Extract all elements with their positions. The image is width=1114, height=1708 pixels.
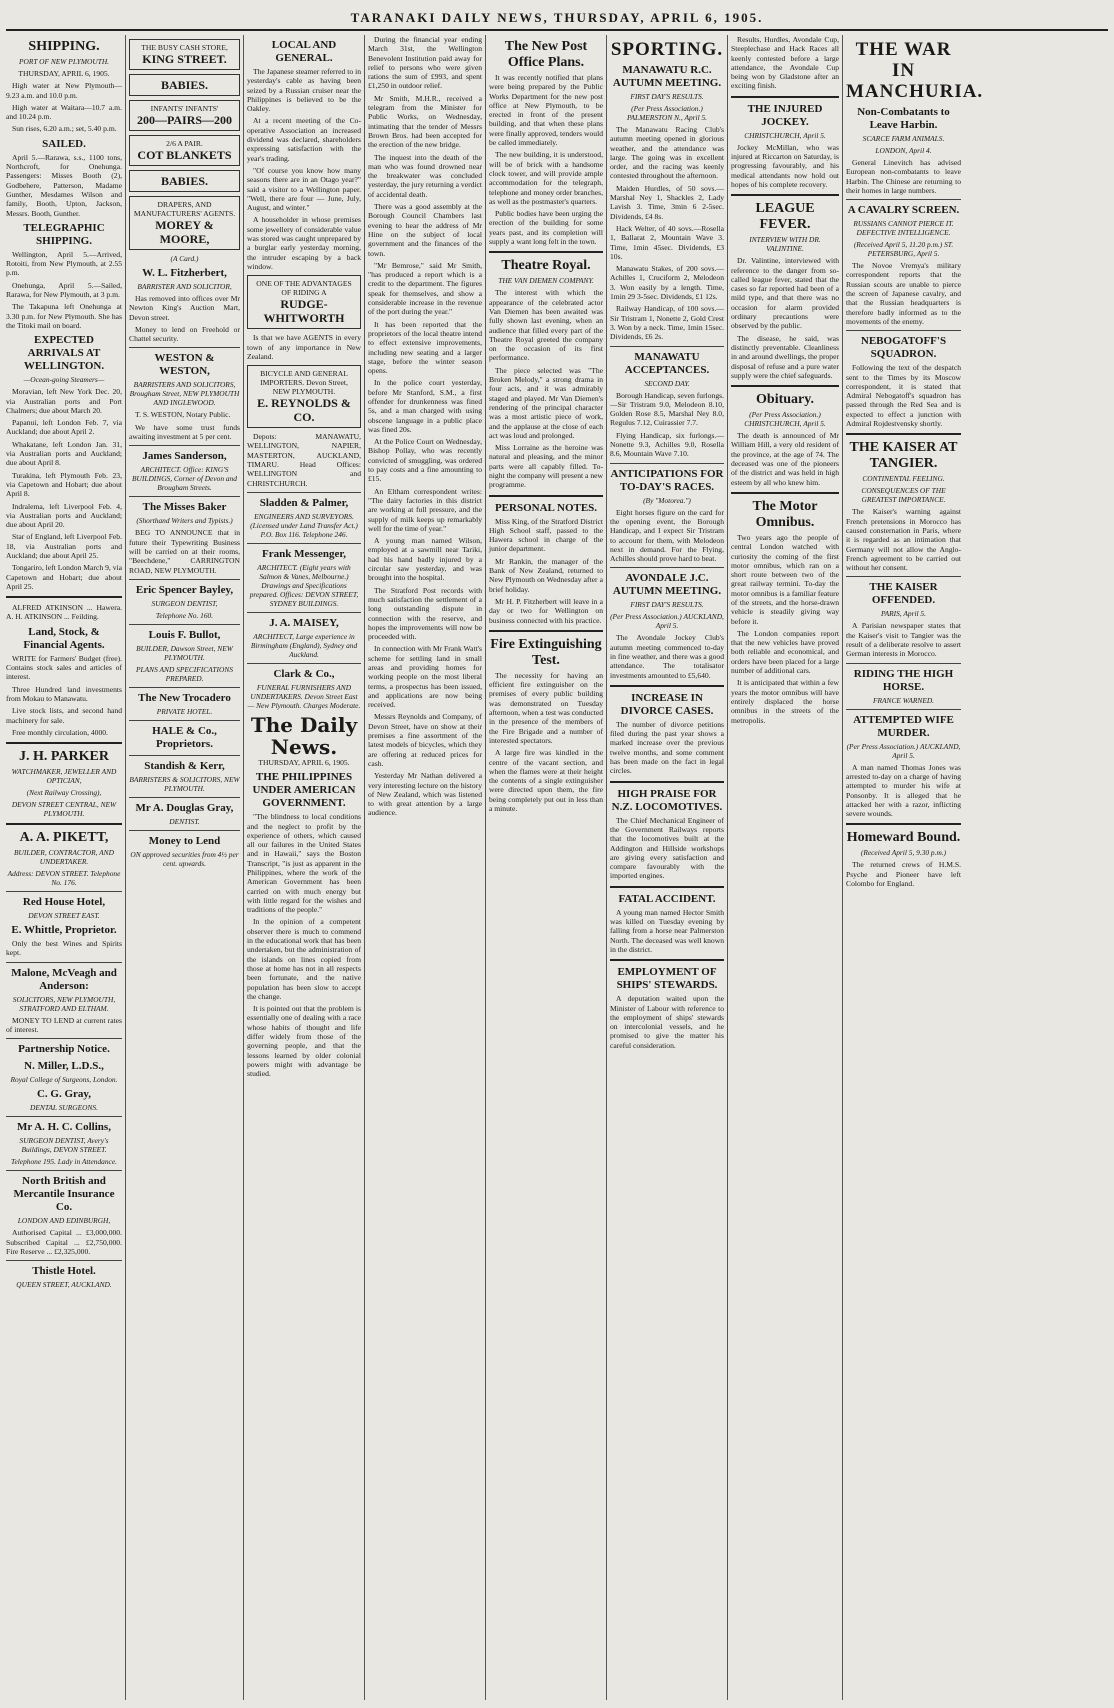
subheading: Royal College of Surgeons, London. xyxy=(10,1075,118,1085)
paper-title: The Daily News. xyxy=(250,712,358,759)
article-paragraph: Mr H. P. Fitzherbert will leave in a day or two for Wellington on business connected with his practice. xyxy=(489,596,603,625)
article-paragraph: In connection with Mr Frank Watt's scheme for settling land in small areas and providing homes for working people on the most liberal terms, a prospectus has been issued, and applications are now being received. xyxy=(368,644,482,710)
article-paragraph: ALFRED ATKINSON ... Hawera. A. H. ATKINSON ... Feilding. xyxy=(6,603,122,622)
article-paragraph: The returned crews of H.M.S. Psyche and Pioneer have left Colombo for England. xyxy=(846,860,961,888)
headline: EXPECTED ARRIVALS AT WELLINGTON. xyxy=(23,334,105,373)
article-paragraph: A young man named Wilson, employed at a sawmill near Tariki, had his hand badly injured by a circular saw yesterday, and was brought into the hospital. xyxy=(368,536,482,583)
headline: Standish & Kerr, xyxy=(144,759,225,772)
headline: Partnership Notice. xyxy=(18,1043,110,1056)
article-paragraph: The inquest into the death of the man who was found drowned near the breakwater was concluded yesterday, the jury returning a verdict of accidental death. xyxy=(368,152,482,199)
advertisement xyxy=(129,196,240,250)
article-paragraph: A deputation waited upon the Minister of Labour with reference to the employment of ships' stewards on intercolonial vessels, and he promised to give the matter his careful consideration. xyxy=(610,994,724,1050)
divider xyxy=(247,612,361,613)
divider xyxy=(846,199,961,200)
article-paragraph: It is anticipated that within a few years the motor omnibus will have entirely displaced the horse omnibus in the streets of the metropolis. xyxy=(731,678,839,725)
divider xyxy=(846,663,961,664)
headline: FATAL ACCIDENT. xyxy=(618,892,716,905)
article-paragraph: Sun rises, 6.20 a.m.; set, 5.40 p.m. xyxy=(12,124,117,134)
article-paragraph: Yesterday Mr Nathan delivered a very interesting lecture on the history of New Zealand, which was listened to with great attention by a large audience. xyxy=(368,771,482,818)
article-paragraph: It has been reported that the proprietors of the local theatre intend to effect extensive improvements, including new seating and a larger stage, before the winter season opens. xyxy=(368,319,482,376)
headline: Land, Stock, & Financial Agents. xyxy=(23,625,105,651)
article-paragraph: Railway Handicap, of 100 sovs.—Sir Tristram 1, Nonette 2, Gold Crest 3. Won by a neck. Time, 1min 15sec. Dividends, £6 2s. xyxy=(610,304,724,342)
subheading: RUSSIANS CANNOT PIERCE IT. DEFECTIVE INTELLIGENCE. xyxy=(853,219,954,238)
headline: ANTICIPATIONS FOR TO-DAY'S RACES. xyxy=(610,467,724,493)
headline: The New Trocadero xyxy=(138,691,231,704)
article-paragraph: In the police court yesterday, before Mr Stanford, S.M., a first offender for drunkenness was fined 5s, and a man charged with using obscene language in a public place was fined 20s. xyxy=(368,378,482,434)
article-paragraph: Tongariro, left London March 9, via Capetown and Hobart; due about April 25. xyxy=(6,563,122,591)
subheading: (A Card.) xyxy=(170,254,199,263)
headline: AVONDALE J.C. AUTUMN MEETING. xyxy=(612,572,722,598)
headline: North British and Mercantile Insurance Co. xyxy=(13,1175,115,1214)
subheading: (Per Press Association.) CHRISTCHURCH, April 5. xyxy=(744,410,826,429)
headline: Red House Hotel, xyxy=(22,896,106,909)
divider xyxy=(610,346,724,347)
headline: Theatre Royal. xyxy=(501,258,591,274)
headline: Money to Lend xyxy=(148,834,221,847)
article-paragraph: A man named Thomas Jones was arrested to-day on a charge of having attempted to murder his wife at Ponsonby. It is alleged that he attacked her with a razor, inflicting severe wounds. xyxy=(846,762,961,819)
subheading: DENTAL SURGEONS. xyxy=(30,1103,98,1113)
headline: A CAVALRY SCREEN. xyxy=(847,204,960,217)
headline: INCREASE IN DIVORCE CASES. xyxy=(620,691,714,717)
article-paragraph: Free monthly circulation, 4000. xyxy=(12,727,108,737)
advertisement xyxy=(247,365,361,428)
article-paragraph: A householder in whose premises some jewellery of considerable value was stored was caught unprepared by a burglar early yesterday morning, the intruder escaping by a back window. xyxy=(247,215,361,271)
subheading: FUNERAL FURNISHERS AND UNDERTAKERS. Devon Street East — New Plymouth. Charges Moderate. xyxy=(247,682,361,710)
subheading: INTERVIEW WITH DR. VALINTINE. xyxy=(749,235,821,254)
article-paragraph: Miss King, of the Stratford District High School staff, passed to the Hawera school in charge of the junior department. xyxy=(489,516,603,554)
ad-title: BABIES. xyxy=(160,174,209,188)
article-paragraph: Indralema, left Liverpool Feb. 4, via Australian ports and Auckland; due about April 20. xyxy=(6,501,122,530)
article-paragraph: The Stratford Post records with much satisfaction the settlement of a long outstanding dispute in connection with the reserve, and hopes the improvements will now be proceeded with. xyxy=(368,585,482,642)
headline: Frank Messenger, xyxy=(262,547,346,560)
article-paragraph: The disease, he said, was distinctly preventable. Cleanliness in and around dwellings, the proper disposal of refuse and a pure water supply were the chief safeguards. xyxy=(731,333,839,380)
article-paragraph: Wellington, April 5.—Arrived, Rotoiti, from New Plymouth, at 2.55 p.m. xyxy=(6,249,122,278)
divider xyxy=(6,962,122,963)
article-paragraph: Mr Rankin, the manager of the Bank of New Zealand, returned to New Plymouth on Wednesday after a brief holiday. xyxy=(489,556,603,594)
divider xyxy=(247,543,361,544)
ad-subtext: BICYCLE AND GENERAL IMPORTERS. Devon Street, NEW PLYMOUTH. xyxy=(260,369,348,397)
article-paragraph: The Takapuna left Onehunga at 3.30 p.m. for New Plymouth. She has the Titoki mail on board. xyxy=(6,302,122,330)
headline: THE INJURED JOCKEY. xyxy=(747,102,823,128)
dateline: THURSDAY, APRIL 6, 1905. xyxy=(18,69,110,78)
subheading: DENTIST. xyxy=(169,816,200,826)
headline: J. H. PARKER xyxy=(19,749,109,765)
article-paragraph: The Japanese steamer referred to in yesterday's cable as having been seized by a Russian cruiser near the Philippines is believed to be the Oakley. xyxy=(247,67,361,114)
subheading: SURGEON DENTIST, xyxy=(151,598,218,608)
subheading: ARCHITECT, Large experience in Birmingham (England), Sydney and Auckland. xyxy=(250,631,358,659)
advertisement xyxy=(129,39,240,70)
divider xyxy=(731,194,839,196)
divider xyxy=(610,567,724,568)
column-8 xyxy=(846,35,984,1700)
headline: RIDING THE HIGH HORSE. xyxy=(853,667,954,693)
column-6 xyxy=(610,35,728,1700)
article-paragraph: "Mr Bemrose," said Mr Smith, "has produced a report which is a credit to the department. The figures speak for themselves, and show a considerable increase in the revenue of the port during the year." xyxy=(368,260,482,317)
divider xyxy=(846,576,961,577)
article-paragraph: The death is announced of Mr William Hill, a very old resident of the province, at the age of 74. The deceased was one of the pioneers of the district and was held in high esteem by all who knew him. xyxy=(731,431,839,487)
headline: W. L. Fitzherbert, xyxy=(142,267,227,279)
article-paragraph: Three Hundred land investments from Mokau to Manawatu. xyxy=(6,684,122,703)
advertisement xyxy=(247,275,361,329)
divider xyxy=(6,1116,122,1117)
article-paragraph: In the opinion of a competent observer there is much to commend in the educational work that has been undertaken, but the administration of the islands on lines copied from those at home has not in all respects been fortunate, and the native population has been slow to accept the change. xyxy=(247,917,361,1001)
headline: THE KAISER OFFENDED. xyxy=(869,581,938,607)
divider xyxy=(247,663,361,664)
headline: MANAWATU R.C. AUTUMN MEETING. xyxy=(612,64,722,89)
headline: TELEGRAPHIC SHIPPING. xyxy=(23,221,105,247)
article-paragraph: General Linevitch has advised European non-combatants to leave Harbin. The Chinese are returning to their homes in large numbers. xyxy=(846,158,961,195)
subheading: SECOND DAY. xyxy=(644,378,690,388)
subheading: LONDON AND EDINBURGH, xyxy=(17,1216,111,1226)
subheading: CHRISTCHURCH, April 5. xyxy=(744,130,826,140)
article-paragraph: It was recently notified that plans were being prepared by the Public Works Department for the new post office at New Plymouth, to be erected in front of the present building, and that when these plans were finally approved, tenders would be called immediately. xyxy=(489,73,603,148)
headline: Non-Combatants to Leave Harbin. xyxy=(857,106,950,131)
advertisement xyxy=(129,100,240,131)
subheading: PRIVATE HOTEL. xyxy=(156,706,213,716)
article-paragraph: Onehunga, April 5.—Sailed, Rarawa, for New Plymouth, at 3 p.m. xyxy=(6,280,122,300)
headline: SPORTING. xyxy=(610,39,724,60)
subheading: SURGEON DENTIST, Avery's Buildings, DEVON STREET. xyxy=(19,1136,109,1155)
divider xyxy=(129,347,240,348)
ad-subtext: 2/6 A PAIR. xyxy=(166,139,203,148)
subheading: FIRST DAY'S RESULTS. xyxy=(630,92,704,101)
column-4 xyxy=(368,35,486,1700)
headline: HIGH PRAISE FOR N.Z. LOCOMOTIVES. xyxy=(611,787,723,813)
article-paragraph: "Of course you know how many seasons there are in an Otago year?" said a visitor to a Wellington paper. "Well, there are four — June, July, August, and winter." xyxy=(247,165,361,213)
article-paragraph: "The blindness to local conditions and the neglect to profit by the experience of others, which caused all our failures in the United States and in Hawaii," says the Boston Transcript, "is just as apparent in the Philippines, where the work of the American Government has been carried on with much energy but with little regard for the wishes and traditions of the people." xyxy=(247,812,361,915)
headline: The Motor Omnibus. xyxy=(752,498,818,530)
article-paragraph: Hack Welter, of 40 sovs.—Rosella 1, Ballarat 2, Mountain Wave 3. Time, 1min 45sec. Dividends, £3 10s. xyxy=(610,223,724,261)
subheading: (Per Press Association.) AUCKLAND, April 5. xyxy=(846,741,961,760)
article-paragraph: Turakina, left Plymouth Feb. 23, via Capetown and Hobart; due about April 8. xyxy=(6,470,122,499)
column-1 xyxy=(6,35,126,1700)
article-paragraph: Authorised Capital ... £3,000,000. Subscribed Capital ... £2,750,000. Fire Reserve ... £2,325,000. xyxy=(6,1228,122,1256)
article-paragraph: Flying Handicap, six furlongs.—Nonette 9.3, Achilles 9.0, Rosella 8.6, Mountain Wave 7.10. xyxy=(610,430,724,459)
article-paragraph: Is that we have AGENTS in every town of any importance in New Zealand. xyxy=(247,333,361,361)
divider xyxy=(489,251,603,253)
subheading: Address: DEVON STREET. Telephone No. 176. xyxy=(7,869,121,888)
headline: Mr A. H. C. Collins, xyxy=(17,1121,111,1134)
divider xyxy=(129,830,240,831)
divider xyxy=(129,797,240,798)
headline: HALE & Co., Proprietors. xyxy=(152,724,217,750)
divider xyxy=(846,433,961,435)
ad-title: RUDGE-WHITWORTH xyxy=(263,297,345,326)
subheading: LONDON, April 4. xyxy=(875,146,932,155)
article-paragraph: The necessity for having an efficient fire extinguisher on the premises of every public building was demonstrated on Tuesday afternoon, when a test was conducted in the presence of the members of the Fire Brigade and a number of interested spectators. xyxy=(489,670,603,745)
headline: Malone, McVeagh and Anderson: xyxy=(11,966,117,992)
subheading: DEVON STREET EAST. xyxy=(28,911,100,921)
divider xyxy=(610,886,724,888)
subheading: BARRISTERS & SOLICITORS, NEW PLYMOUTH. xyxy=(129,774,240,793)
headline: EMPLOYMENT OF SHIPS' STEWARDS. xyxy=(616,966,718,992)
ad-title: MOREY & MOORE, xyxy=(155,218,214,246)
article-paragraph: Public bodies have been urging the erection of the building for some years past, and its completion will supply a want long felt in the town. xyxy=(489,209,603,247)
subheading: ENGINEERS AND SURVEYORS. (Licensed under Land Transfer Act.) P.O. Box 116. Telephone 246. xyxy=(250,511,358,539)
article-paragraph: Star of England, left Liverpool Feb. 18, via Australian ports and Auckland; due about April 25. xyxy=(6,532,122,560)
headline: James Sanderson, xyxy=(142,450,227,463)
subheading: (By "Motorea.") xyxy=(643,495,691,505)
divider xyxy=(731,96,839,98)
divider xyxy=(610,685,724,687)
subheading: Telephone 195. Lady in Attendance. xyxy=(11,1157,117,1167)
ad-title: BABIES. xyxy=(160,78,209,92)
article-paragraph: WRITE for Farmers' Budget (free). Contains stock sales and articles of interest. xyxy=(6,653,122,682)
advertisement xyxy=(129,74,240,96)
headline: WESTON & WESTON, xyxy=(154,352,215,378)
divider xyxy=(846,709,961,710)
article-paragraph: At a recent meeting of the Co-operative Association an increased dividend was declared, shareholders expressing satisfaction with the year's trading. xyxy=(247,116,361,163)
divider xyxy=(489,495,603,497)
subheading: BARRISTER AND SOLICITOR, xyxy=(137,282,232,291)
headline: Fire Extinguishing Test. xyxy=(490,636,602,668)
headline: THE KAISER AT TANGIER. xyxy=(849,440,958,472)
headline: ATTEMPTED WIFE MURDER. xyxy=(853,713,954,739)
divider xyxy=(129,496,240,497)
headline: J. A. MAISEY, xyxy=(269,616,339,629)
article-paragraph: The number of divorce petitions filed during the past year shows a marked increase over the previous twelve months, and some comment has been made on the fact in legal circles. xyxy=(610,719,724,776)
article-paragraph: At the Police Court on Wednesday, Bishop Pollay, who was recently convicted of smuggling, was ordered to pay costs and a fine amounting to £15. xyxy=(368,437,482,484)
divider xyxy=(129,579,240,580)
article-paragraph: A Parisian newspaper states that the Kaiser's visit to Tangier was the result of a deliberate resolve to assert German interests in Morocco. xyxy=(846,621,961,659)
divider xyxy=(6,1170,122,1171)
subheading: SCARCE FARM ANIMALS. xyxy=(862,134,945,143)
article-paragraph: Dr. Valintine, interviewed with reference to the danger from so-called league fever, stated that the cases so far reported had been of a mild type, and that there was no occasion for alarm provided ordinary precautions were observed by the public. xyxy=(731,256,839,331)
divider xyxy=(129,755,240,756)
column-7 xyxy=(731,35,843,1700)
subheading: DEVON STREET CENTRAL, NEW PLYMOUTH. xyxy=(11,800,117,819)
subheading: WATCHMAKER, JEWELLER AND OPTICIAN, xyxy=(11,767,117,786)
divider xyxy=(610,463,724,464)
article-paragraph: Mr Smith, M.H.R., received a telegram from the Minister for Public Works, on Wednesday, intimating that the tender of Messrs Brown Bros. had been accepted for the erection of the new bridge. xyxy=(368,93,482,150)
subheading: CONTINENTAL FEELING. xyxy=(862,474,945,484)
article-paragraph: T. S. WESTON, Notary Public. xyxy=(135,410,231,420)
divider xyxy=(6,742,122,744)
headline: SHIPPING. xyxy=(28,39,100,54)
article-paragraph: Has removed into offices over Mr Newton King's Auction Mart, Devon street. xyxy=(129,294,240,322)
subheading: —Ocean-going Steamers— xyxy=(23,375,105,385)
article-paragraph: We have some trust funds awaiting investment at 5 per cent. xyxy=(129,422,240,442)
headline: E. Whittle, Proprietor. xyxy=(11,924,117,937)
divider xyxy=(129,687,240,688)
article-paragraph: A young man named Hector Smith was killed on Tuesday evening by falling from a horse near Palmerston North. The deceased was well known in the district. xyxy=(610,907,724,954)
divider xyxy=(610,781,724,783)
subheading: (Received April 5, 9.30 p.m.) xyxy=(860,848,947,858)
article-paragraph: MONEY TO LEND at current rates of interest. xyxy=(6,1015,122,1035)
article-paragraph: High water at Waitara—10.7 a.m. and 10.24 p.m. xyxy=(6,102,122,122)
headline: THE WAR IN MANCHURIA. xyxy=(846,39,984,102)
article-paragraph: Following the text of the despatch sent to the Times by its Moscow correspondent, it is stated that Admiral Nebogatoff's squadron has passed through the Red Sea and is expected to effect a junction with Admiral Rojdestvensky shortly. xyxy=(846,363,961,429)
divider xyxy=(129,720,240,721)
divider xyxy=(846,823,961,825)
ad-subtext: INFANTS' INFANTS' xyxy=(150,104,219,113)
subheading: PORT OF NEW PLYMOUTH. xyxy=(18,57,110,66)
article-paragraph: The Avondale Jockey Club's autumn meeting commenced to-day in fine weather, and there was a good attendance. The totalisator investments amounted to £5,640. xyxy=(610,633,724,680)
subheading: (Per Press Association.) AUCKLAND, April 5. xyxy=(610,612,724,631)
ad-subtext: THE BUSY CASH STORE, xyxy=(141,43,228,52)
subheading: Telephone No. 160. xyxy=(155,610,214,620)
subheading: (Per Press Association.) PALMERSTON N., April 5. xyxy=(626,104,708,122)
divider xyxy=(6,596,122,598)
ad-subtext: DRAPERS, AND MANUFACTURERS' AGENTS. xyxy=(133,200,236,218)
article-paragraph: Maiden Hurdles, of 50 sovs.—Marshal Ney 1, Shackles 2, Lady Lavish 3. Time, 3min 6 2-5sec. Dividends, £4 8s. xyxy=(610,183,724,221)
headline: Homeward Bound. xyxy=(846,830,961,846)
article-paragraph: Miss Lorraine as the heroine was natural and pleasing, and the minor parts were all capably filled. To-night the company will present a new programme. xyxy=(489,443,603,490)
article-paragraph: Manawatu Stakes, of 200 sovs.—Achilles 1, Cruciform 2, Melodeon 3. Won easily by a length. Time, 1min 29 3-5sec. Dividends, £1 12s. xyxy=(610,264,724,302)
article-paragraph: Whakatane, left London Jan. 31, via Australian ports and Auckland; due about April 8. xyxy=(6,439,122,468)
article-paragraph: The Novoe Vremya's military correspondent reports that the Russian scouts are unable to pierce the screen of Japanese cavalry, and that the Russian headquarters is therefore badly informed as to the movements of the enemy. xyxy=(846,261,961,326)
headline: C. G. Gray, xyxy=(36,1088,92,1101)
headline: Mr A. Douglas Gray, xyxy=(135,801,234,814)
subheading: ARCHITECT. Office: KING'S BUILDINGS, Corner of Devon and Brougham Streets. xyxy=(132,465,237,493)
subheading: (Shorthand Writers and Typists.) xyxy=(136,516,233,526)
ad-title: KING STREET. xyxy=(142,52,227,66)
divider xyxy=(6,1038,122,1039)
headline: The New Post Office Plans. xyxy=(504,39,588,70)
columns xyxy=(6,35,1108,1700)
dateline: THURSDAY, APRIL 6, 1905. xyxy=(258,757,350,767)
column-3 xyxy=(247,35,365,1700)
article-paragraph: The Chief Mechanical Engineer of the Government Railways reports that the locomotives built at the Addington and Hillside workshops are giving every satisfaction and compare favourably with the imported engines. xyxy=(610,815,724,881)
divider xyxy=(731,385,839,387)
subheading: QUEEN STREET, AUCKLAND. xyxy=(16,1280,112,1290)
divider xyxy=(6,1260,122,1261)
article-paragraph: Live stock lists, and second hand machinery for sale. xyxy=(6,706,122,725)
article-paragraph: During the financial year ending March 31st, the Wellington Benevolent Institution paid away for relief to persons who were given rations the sum of £993, and spent £1,250 in outdoor relief. xyxy=(368,35,482,91)
subheading: (Next Railway Crossing), xyxy=(26,788,102,798)
subheading: SOLICITORS, NEW PLYMOUTH, STRATFORD AND ELTHAM. xyxy=(12,994,116,1013)
divider xyxy=(610,959,724,961)
article-paragraph: Two years ago the people of central London watched with curiosity the coming of the first motor omnibus, which ran on a short route between two of the great railway termini. To-day the motor omnibus is a familiar feature of the streets, and the horse-drawn vehicle is steadily giving way before it. xyxy=(731,532,839,626)
headline: Clark & Co., xyxy=(273,667,335,680)
divider xyxy=(6,891,122,892)
advertisement xyxy=(129,170,240,192)
article-paragraph: Papanui, left London Feb. 7, via Auckland; due about April 2. xyxy=(6,418,122,437)
headline: SAILED. xyxy=(42,137,86,150)
article-paragraph: It is pointed out that the problem is essentially one of dealing with a race whose habits of thought and life differ widely from those of the governing people, and that the lessons learned by older colonial powers might with advantage be studied. xyxy=(247,1004,361,1079)
subheading: (Received April 5, 11.20 p.m.) ST. PETERSBURG, April 5. xyxy=(853,240,954,259)
article-paragraph: Results, Hurdles, Avondale Cup, Steeplechase and Hack Races all keenly contested before a large attendance, the Avondale Cup being won by Gladstone after an exciting finish. xyxy=(731,35,839,91)
article-paragraph: The interest with which the appearance of the celebrated actor Van Diemen has been awaited was fully shown last evening, when an audience that filled every part of the Theatre Royal greeted the company on the occasion of its first performance. xyxy=(489,288,603,363)
divider xyxy=(846,330,961,331)
column-2 xyxy=(129,35,244,1700)
article-paragraph: The piece selected was "The Broken Melody," a strong drama in four acts, and it was admirably staged and played. Mr Van Diemen's rendering of the principal character was a most artistic piece of work, and the applause at the close of each act was loud and prolonged. xyxy=(489,365,603,440)
article-paragraph: High water at New Plymouth— 9.23 a.m. and 10.0 p.m. xyxy=(6,81,122,100)
masthead: TARANAKI DAILY NEWS, THURSDAY, APRIL 6, 1905. xyxy=(6,10,1108,31)
headline: LOCAL AND GENERAL. xyxy=(271,39,337,64)
article-paragraph: An Eltham correspondent writes: "The dairy factories in this district are working at full pressure, and the supply of milk keeps up remarkably well for the time of year." xyxy=(368,486,482,533)
subheading: BUILDER, Dawson Street, NEW PLYMOUTH. xyxy=(136,643,233,662)
article-paragraph: The London companies report that the new vehicles have proved both reliable and economical, and orders have been placed for a large number of additional cars. xyxy=(731,628,839,676)
divider xyxy=(129,624,240,625)
divider xyxy=(731,492,839,494)
divider xyxy=(129,445,240,446)
subheading: ARCHITECT. (Eight years with Salmon & Vanes, Melbourne.) Drawings and Specifications prepared. Offices: DEVON STREET, SYDNEY BUILDINGS. xyxy=(249,562,359,608)
divider xyxy=(247,492,361,493)
headline: Louis F. Bullot, xyxy=(148,628,221,641)
subheading: CONSEQUENCES OF THE GREATEST IMPORTANCE. xyxy=(861,486,946,505)
subheading: PLANS AND SPECIFICATIONS PREPARED. xyxy=(136,664,233,683)
subheading: THE VAN DIEMEN COMPANY. xyxy=(498,276,594,286)
ad-subtext: ONE OF THE ADVANTAGES OF RIDING A xyxy=(256,279,352,298)
divider xyxy=(489,630,603,632)
article-paragraph: The Kaiser's warning against French pretensions in Morocco has caused consternation in Paris, where it is regarded as an intimation that Germany will not allow the Anglo-French agreement to be carried out without her consent. xyxy=(846,507,961,573)
headline: MANAWATU ACCEPTANCES. xyxy=(624,350,710,376)
column-5 xyxy=(489,35,607,1700)
headline: Obituary. xyxy=(756,392,814,408)
article-paragraph: The Manawatu Racing Club's autumn meeting opened in glorious weather, and the attendance was large. The going was in excellent order, and the racing was keenly contested throughout the afternoon. xyxy=(610,125,724,181)
headline: A. A. PIKETT, xyxy=(19,830,109,846)
article-paragraph: Only the best Wines and Spirits kept. xyxy=(6,939,122,958)
headline: Eric Spencer Bayley, xyxy=(135,583,234,596)
ad-title: COT BLANKETS xyxy=(137,148,232,162)
subheading: BARRISTERS AND SOLICITORS, Brougham Street, NEW PLYMOUTH AND INGLEWOOD. xyxy=(129,380,240,408)
subheading: BUILDER, CONTRACTOR, AND UNDERTAKER. xyxy=(14,848,114,867)
headline: THE PHILIPPINES UNDER AMERICAN GOVERNMENT. xyxy=(252,771,356,810)
article-paragraph: Messrs Reynolds and Company, of Devon Street, have on show at their premises a fine assortment of the latest models of bicycles, which they are offering at reduced prices for cash. xyxy=(368,712,482,768)
article-paragraph: A large fire was kindled in the centre of the vacant section, and when the flames were at their height the contents of a single extinguisher were directed upon them, the fire being completely put out in less than a minute. xyxy=(489,748,603,813)
subheading: FIRST DAY'S RESULTS. xyxy=(630,600,704,610)
article-paragraph: The new building, it is understood, will be of brick with a handsome clock tower, and will provide ample accommodation for the telegraph, telephone and money order branches, as well as the postmaster's quarters. xyxy=(489,150,603,206)
headline: The Misses Baker xyxy=(142,501,227,514)
headline: Sladden & Palmer, xyxy=(259,496,349,509)
ad-title: E. REYNOLDS & CO. xyxy=(257,396,351,425)
article-paragraph: There was a good assembly at the Borough Council Chambers last evening to hear the address of Mr Hine on the subject of local government and the finances of the town. xyxy=(368,202,482,258)
ad-title: 200—PAIRS—200 xyxy=(136,113,233,127)
article-paragraph: Moravian, left New York Dec. 20, via Australian ports and Port Chalmers; due about March 20. xyxy=(6,387,122,415)
article-paragraph: Jockey McMillan, who was injured at Riccarton on Saturday, is progressing favourably, and his medical attendants now hold out hopes of his complete recovery. xyxy=(731,142,839,189)
subheading: ON approved securities from 4½ per cent. upwards. xyxy=(130,849,239,868)
divider xyxy=(6,823,122,825)
headline: NEBOGATOFF'S SQUADRON. xyxy=(860,335,947,361)
headline: Thistle Hotel. xyxy=(32,1265,96,1278)
subheading: FRANCE WARNED. xyxy=(872,695,935,705)
headline: LEAGUE FEVER. xyxy=(755,201,815,233)
article-paragraph: Depots: MANAWATU, WELLINGTON, NAPIER, MASTERTON, AUCKLAND, TIMARU. Head Offices: WELLINGTON and CHRISTCHURCH. xyxy=(247,432,361,488)
advertisement xyxy=(129,135,240,166)
article-paragraph: April 5.—Rarawa, s.s., 1100 tons, Northcroft, for Onehunga. Passengers: Misses Booth (2), Godbehere, Patterson, Madame Gunther, Mesdames Wilson and family, Booth, Upton, Jackson, Messrs. Booth, Gunther. xyxy=(6,152,122,218)
article-paragraph: Money to lend on Freehold or Chattel security. xyxy=(129,324,240,344)
headline: PERSONAL NOTES. xyxy=(494,501,598,514)
article-paragraph: BEG TO ANNOUNCE that in future their Typewriting Business will be carried on at their rooms, "Beechdene," CARRINGTON ROAD, NEW PLYMOUTH. xyxy=(129,528,240,575)
article-paragraph: Borough Handicap, seven furlongs.—Sir Tristram 9.0, Melodeon 8.10, Golden Rose 8.5, Marshal Ney 8.0, Regulus 7.12, Cuirassier 7.7. xyxy=(610,390,724,428)
subheading: PARIS, April 5. xyxy=(881,609,926,619)
headline: N. Miller, L.D.S., xyxy=(24,1060,104,1073)
article-paragraph: Eight horses figure on the card for the opening event, the Borough Handicap, and I expect Sir Tristram to account for them, with Melodeon next in demand. For the Flying, Achilles should prove hard to beat. xyxy=(610,507,724,564)
